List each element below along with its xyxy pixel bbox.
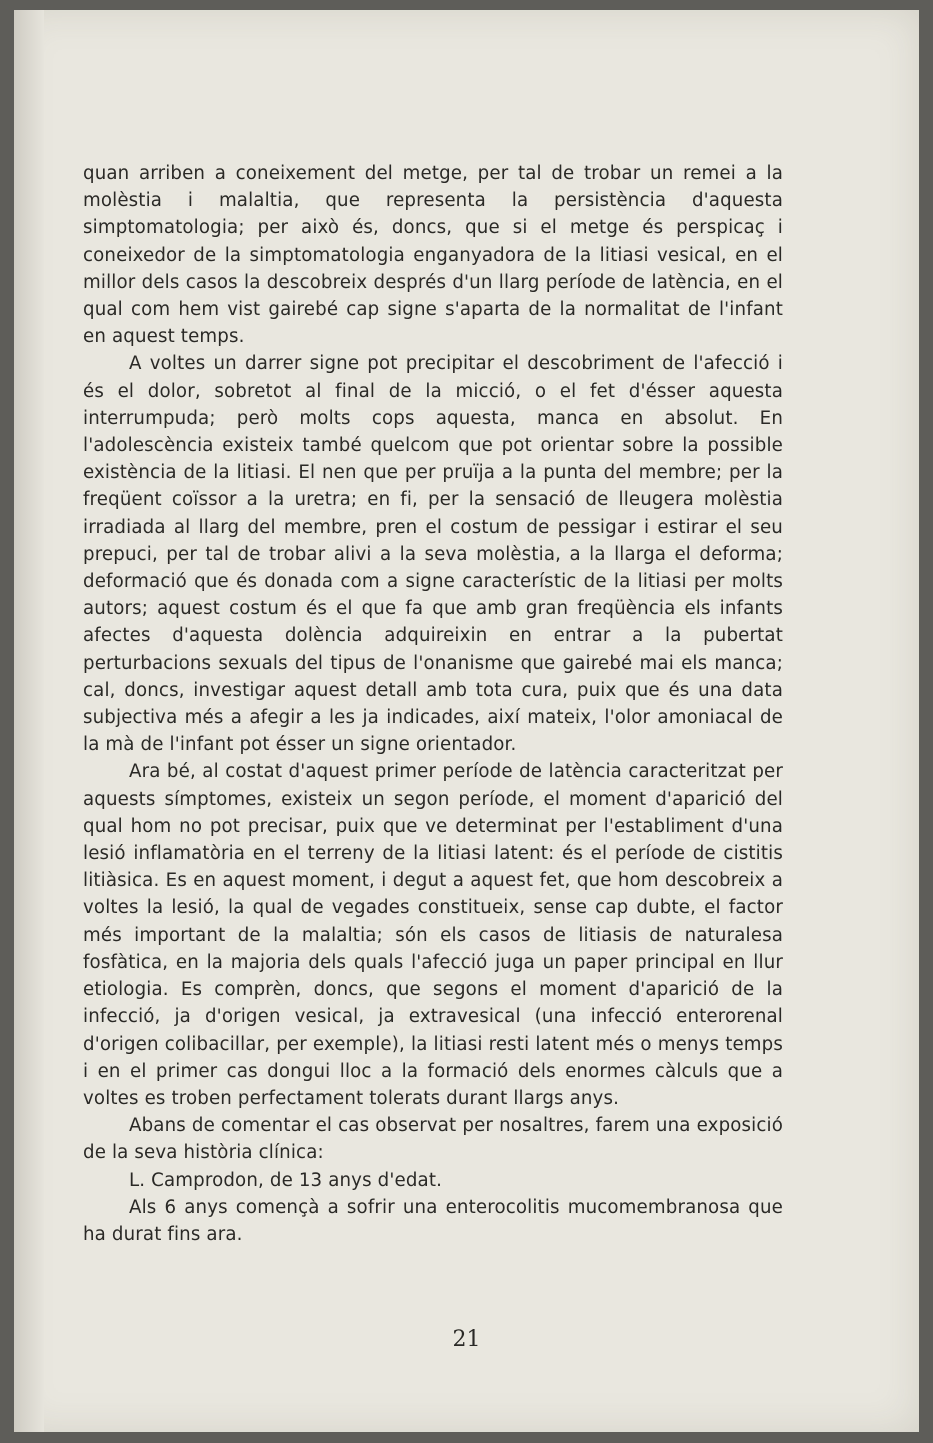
paragraph-case-intro: Abans de comentar el cas observat per nosaltres, farem una exposició de la seva història clínica:: [83, 1115, 783, 1164]
paragraph-history: Als 6 anys començà a sofrir una enterocolitis mucomembranosa que ha durat fins ara.: [83, 1196, 783, 1245]
paragraph-patient: L. Camprodon, de 13 anys d'edat.: [129, 1169, 443, 1191]
body-text: [83, 160, 783, 1248]
paragraph-symptoms: A voltes un darrer signe pot precipitar el descobriment de l'afecció i és el dolor, sobretot al final de la micció, o el fet d'ésser aquesta interrumpuda; però molts cops aquesta, manca en absolut. En l'adolescència existeix també quelcom que pot orientar sobre la possible existència de la litiasi. El nen que per pruïja a la punta del membre; per la freqüent coïssor a la uretra; en fi, per la sensació de lleugera molèstia irradiada al llarg del membre, pren el costum de pessigar i estirar el seu prepuci, per tal de trobar alivi a la seva molèstia, a la llarga el deforma; deformació que és donada com a signe característic de la litiasi per molts autors; aquest costum és el que fa que amb gran freqüència els infants afectes d'aquesta dolència adquireixin en entrar a la pubertat perturbacions sexuals del tipus de l'onanisme que gairebé mai els manca; cal, doncs, investigar aquest detall amb tota cura, puix que és una data subjectiva més a afegir a les ja indicades, així mateix, l'olor amoniacal de la mà de l'infant pot ésser un signe orientador.: [83, 353, 783, 756]
paragraph-second-period: Ara bé, al costat d'aquest primer període de latència caracteritzat per aquests símptomes, existeix un segon període, el moment d'aparició del qual hom no pot precisar, puix que ve determinat per l'establiment d'una lesió inflamatòria en el terreny de la litiasi latent: és el període de cistitis litiàsica. Es en aquest moment, i degut a aquest fet, que hom descobreix a voltes la lesió, la qual de vegades constitueix, sense cap dubte, el factor més important de la malaltia; són els casos de litiasis de naturalesa fosfàtica, en la majoria dels quals l'afecció juga un paper principal en llur etiologia. Es comprèn, doncs, que segons el moment d'aparició de la infecció, ja d'origen vesical, ja extravesical (una infecció enterorenal d'origen colibacillar, per exemple), la litiasi resti latent més o menys temps i en el primer cas dongui lloc a la formació dels enormes càlculs que a voltes es troben perfectament tolerats durant llargs anys.: [83, 761, 783, 1109]
paragraph-continued: quan arriben a coneixement del metge, per tal de trobar un remei a la molèstia i malaltia, que representa la persistència d'aquesta simptomatologia; per això és, doncs, que si el metge és perspicaç i coneixedor de la simptomatologia enganyadora de la litiasi vesical, en el millor dels casos la descobreix després d'un llarg període de latència, en el qual com hem vist gairebé cap signe s'aparta de la normalitat de l'infant en aquest temps.: [83, 163, 783, 348]
page-binding-shadow: [14, 10, 44, 1432]
page-number: 21: [452, 1327, 481, 1352]
